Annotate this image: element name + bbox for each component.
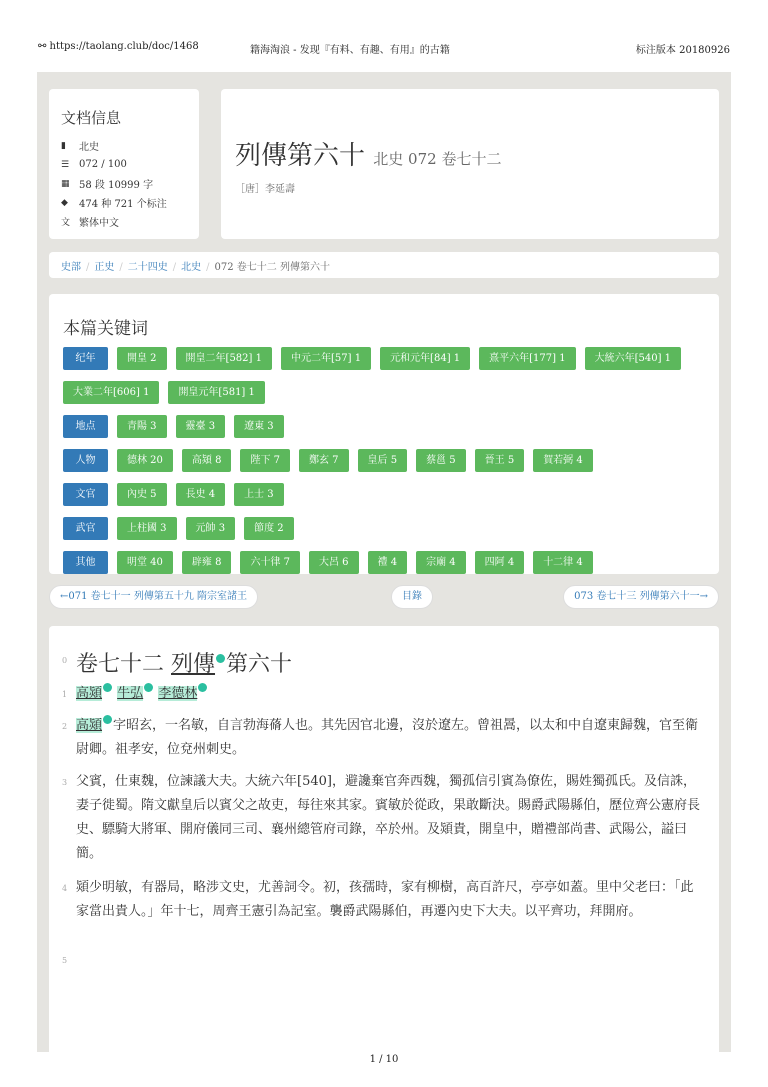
keyword-group <box>63 415 705 449</box>
page-url[interactable]: ⚯ https://taolang.club/doc/1468 <box>38 41 199 52</box>
paragraph-text: 高熲 字昭玄，一名敏，自言勃海蓨人也。其先因官北邊，沒於遼左。曾祖暠，以太和中自遼東歸魏，官至衛尉卿。祖孝安，位兗州刺史。 <box>76 714 706 762</box>
keyword-tag[interactable]: 大呂 6 <box>309 551 359 574</box>
keyword-tag[interactable]: 元和元年[84] 1 <box>380 347 470 370</box>
next-chapter-button[interactable]: 073 卷七十三 列傳第六十一→ <box>563 585 719 609</box>
site-title: 籍海淘浪 - 发现『有料、有趣、有用』的古籍 <box>250 45 450 56</box>
keyword-category: 武官 <box>63 517 108 540</box>
keyword-tag[interactable]: 宗廟 4 <box>416 551 466 574</box>
keyword-tag[interactable]: 六十律 7 <box>240 551 300 574</box>
paragraph-number: 1 <box>62 690 68 699</box>
keyword-tag[interactable]: 禮 4 <box>368 551 408 574</box>
annotation-icon[interactable] <box>216 654 225 663</box>
doc-info-text: 072 / 100 <box>79 159 127 170</box>
doc-info-row <box>61 174 187 193</box>
person-link[interactable]: 李德林 <box>158 686 198 701</box>
keywords-panel <box>49 294 719 574</box>
doc-info-row <box>61 136 187 155</box>
list-icon: ☰ <box>61 159 70 170</box>
keyword-tag[interactable]: 開皇二年[582] 1 <box>176 347 272 370</box>
annotated-term[interactable]: 列傳 <box>171 652 216 677</box>
keyword-group <box>63 517 705 551</box>
page-counter: 1 / 10 <box>0 1052 768 1087</box>
print-header <box>0 0 768 70</box>
keyword-group <box>63 347 705 415</box>
page-title <box>235 135 705 172</box>
doc-info-panel <box>49 89 199 239</box>
chapter-heading: 卷七十二 列傳 第六十 <box>76 652 293 677</box>
keyword-category: 纪年 <box>63 347 108 370</box>
doc-info-text: 474 种 721 个标注 <box>79 199 167 210</box>
language-icon: 文 <box>61 218 71 228</box>
breadcrumb-link[interactable]: 史部 <box>61 262 81 273</box>
keyword-tag[interactable]: 開皇元年[581] 1 <box>168 381 264 404</box>
book-icon: ▮ <box>61 140 66 151</box>
keyword-tag[interactable]: 四阿 4 <box>475 551 525 574</box>
doc-info-row <box>61 212 187 231</box>
annotation-icon[interactable] <box>103 683 112 692</box>
keyword-tag[interactable]: 青陽 3 <box>117 415 167 438</box>
paragraph-number: 4 <box>62 884 68 893</box>
breadcrumb-separator: / <box>206 262 210 273</box>
text-content <box>49 626 719 1056</box>
grid-icon: ▦ <box>61 178 70 189</box>
keyword-category: 文官 <box>63 483 108 506</box>
keyword-tag[interactable]: 中元二年[57] 1 <box>281 347 371 370</box>
doc-info-row <box>61 155 187 174</box>
keyword-tag[interactable]: 皇后 5 <box>358 449 408 472</box>
keyword-tag[interactable]: 鄭玄 7 <box>299 449 349 472</box>
keyword-category: 人物 <box>63 449 108 472</box>
breadcrumb-link[interactable]: 北史 <box>181 262 202 273</box>
keyword-tag[interactable]: 上士 3 <box>234 483 284 506</box>
breadcrumb-separator: / <box>119 262 123 273</box>
paragraph-number: 5 <box>62 956 68 965</box>
doc-info-text: 繁体中文 <box>79 218 119 229</box>
keyword-tag[interactable]: 遼東 3 <box>234 415 284 438</box>
keyword-tag[interactable]: 開皇 2 <box>117 347 167 370</box>
keyword-tag[interactable]: 靈臺 3 <box>176 415 226 438</box>
keyword-tag[interactable]: 賀若弼 4 <box>533 449 593 472</box>
breadcrumb-current: 072 卷七十二 列傳第六十 <box>214 262 330 273</box>
keyword-category: 其他 <box>63 551 108 574</box>
version-label: 标注版本 20180926 <box>635 45 730 56</box>
person-link[interactable]: 高熲 <box>76 718 103 733</box>
keyword-tag[interactable]: 元帥 3 <box>186 517 236 540</box>
keyword-tag[interactable]: 大統六年[540] 1 <box>585 347 681 370</box>
breadcrumb-link[interactable]: 正史 <box>94 262 115 273</box>
keyword-group <box>63 551 705 585</box>
keyword-tag[interactable]: 內史 5 <box>117 483 167 506</box>
annotation-icon[interactable] <box>103 715 112 724</box>
person-link[interactable]: 牛弘 <box>117 686 144 701</box>
paragraph-text: 熲少明敏，有器局，略涉文史，尤善詞令。初，孩孺時，家有柳樹，高百許尺，亭亭如蓋。里中父老曰：「此家當出貴人。」年十七，周齊王憲引為記室。襲爵武陽縣伯，再遷內史下大夫。以平齊功，拜開府。 <box>76 880 694 919</box>
tag-icon: ◆ <box>61 197 68 208</box>
annotation-icon[interactable] <box>144 683 153 692</box>
breadcrumb-link[interactable]: 二十四史 <box>127 262 168 273</box>
breadcrumb <box>49 252 719 278</box>
keyword-tag[interactable]: 大業二年[606] 1 <box>63 381 159 404</box>
doc-info-text: 北史 <box>79 142 99 153</box>
title-main: 列傳第六十 <box>235 141 366 171</box>
keyword-tag[interactable]: 辟雍 8 <box>182 551 232 574</box>
page-frame <box>37 72 731 1052</box>
keyword-tag[interactable]: 蔡邕 5 <box>416 449 466 472</box>
name-list <box>76 682 706 706</box>
keyword-tag[interactable]: 節度 2 <box>244 517 294 540</box>
keyword-tag[interactable]: 長史 4 <box>176 483 226 506</box>
keyword-tag[interactable]: 陛下 7 <box>240 449 290 472</box>
doc-info-row <box>61 193 187 212</box>
prev-chapter-button[interactable]: ←071 卷七十一 列傳第五十九 隋宗室諸王 <box>49 585 258 609</box>
keyword-tag[interactable]: 高熲 8 <box>182 449 232 472</box>
paragraph-number: 0 <box>62 656 68 665</box>
doc-info-heading: 文档信息 <box>61 109 122 127</box>
keyword-tag[interactable]: 明堂 40 <box>117 551 173 574</box>
breadcrumb-separator: / <box>172 262 177 273</box>
keyword-tag[interactable]: 上柱國 3 <box>117 517 177 540</box>
keyword-group <box>63 449 705 483</box>
keyword-tag[interactable]: 晉王 5 <box>475 449 525 472</box>
keyword-tag[interactable]: 德林 20 <box>117 449 173 472</box>
breadcrumb-separator: / <box>86 262 90 273</box>
paragraph-text: 父賓，仕東魏，位諫議大夫。大統六年[540]，避讒棄官奔西魏，獨孤信引賓為僚佐，賜姓獨孤氏。及信誅，妻子徙蜀。隋文獻皇后以賓父之故吏，每往來其家。賓敏於從政，果敢斷決。賜爵武陽縣伯，歷位齊公憲府長史、驃騎大將軍、開府儀同三司、襄州總管府司錄，卒於州。及熲貴，開皇中，贈禮部尚書、武陽公，謚曰簡。 <box>76 774 701 861</box>
keyword-category: 地点 <box>63 415 108 438</box>
person-link[interactable]: 高熲 <box>76 686 103 701</box>
keyword-tag[interactable]: 熹平六年[177] 1 <box>479 347 575 370</box>
paragraph-number: 3 <box>62 778 68 787</box>
toc-button[interactable]: 目錄 <box>391 585 433 609</box>
author: ［唐］李延壽 <box>235 184 295 195</box>
keywords-heading: 本篇关键词 <box>63 319 148 339</box>
keyword-group <box>63 483 705 517</box>
chapter-nav <box>49 585 719 611</box>
title-sub: 北史 072 卷七十二 <box>373 150 502 168</box>
paragraph-number: 2 <box>62 722 68 731</box>
annotation-icon[interactable] <box>198 683 207 692</box>
keyword-tag[interactable]: 十二律 4 <box>533 551 593 574</box>
doc-info-text: 58 段 10999 字 <box>79 180 154 191</box>
title-panel <box>221 89 719 239</box>
